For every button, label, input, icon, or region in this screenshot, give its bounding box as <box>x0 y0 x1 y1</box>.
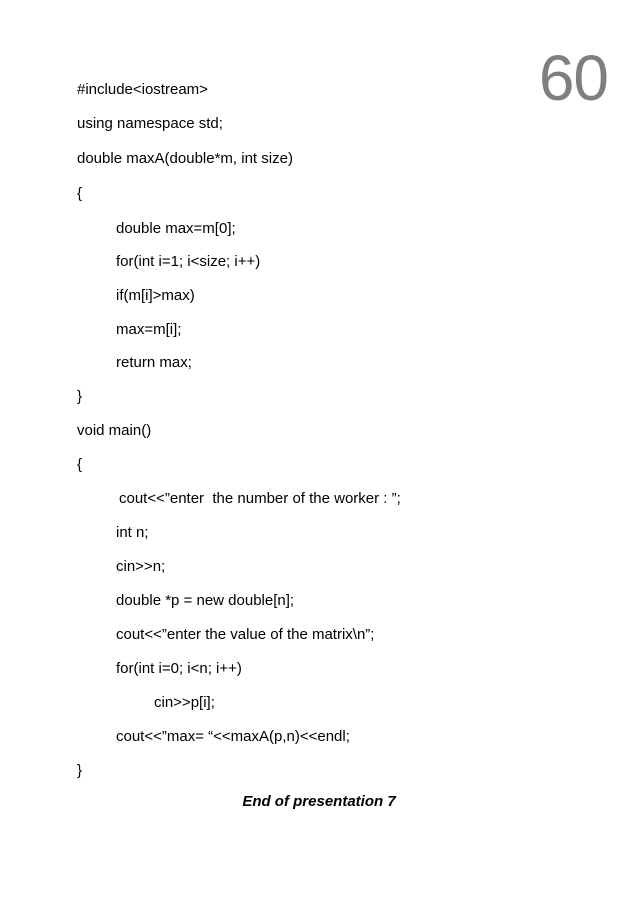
code-line-function-signature: double maxA(double*m, int size) <box>77 150 293 167</box>
code-line-max-init: double max=m[0]; <box>116 220 236 237</box>
code-line-cout-worker: cout<<”enter the number of the worker : ”; <box>119 490 401 507</box>
code-line-namespace: using namespace std; <box>77 115 223 132</box>
end-of-presentation-label: End of presentation 7 <box>242 793 396 810</box>
code-line-main: void main() <box>77 422 152 439</box>
code-line-declare-n: int n; <box>116 524 149 541</box>
code-line-if-condition: if(m[i]>max) <box>116 287 195 304</box>
code-line-close-brace-main: } <box>77 762 83 779</box>
code-line-max-assign: max=m[i]; <box>116 321 182 338</box>
page-number: 60 <box>538 42 608 114</box>
code-line-cin-array: cin>>p[i]; <box>154 694 215 711</box>
code-line-open-brace: { <box>77 185 83 202</box>
code-line-for-loop: for(int i=1; i<size; i++) <box>116 253 261 270</box>
code-line-cin-n: cin>>n; <box>116 558 166 575</box>
code-line-close-brace: } <box>77 388 83 405</box>
code-line-return: return max; <box>116 354 192 371</box>
code-line-cout-matrix: cout<<”enter the value of the matrix\n”; <box>116 626 375 643</box>
code-line-open-brace-main: { <box>77 456 83 473</box>
code-line-new-array: double *p = new double[n]; <box>116 592 295 609</box>
code-line-include: #include<iostream> <box>77 81 208 98</box>
code-line-for-input: for(int i=0; i<n; i++) <box>116 660 242 677</box>
code-line-cout-max: cout<<”max= “<<maxA(p,n)<<endl; <box>116 728 350 745</box>
